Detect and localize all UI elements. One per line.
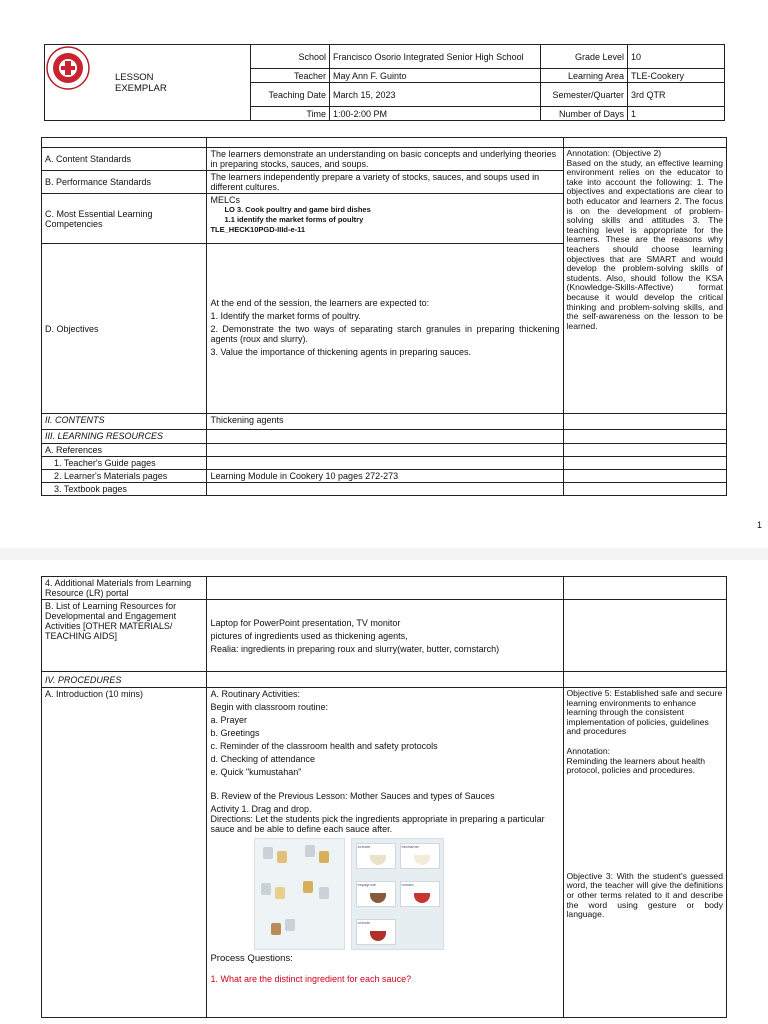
annotation-objective-2 <box>563 148 727 414</box>
content-standards-value: The learners demonstrate an understanding on basic concepts and underlying theories in preparing stocks, sauces, and soups. <box>207 148 563 171</box>
objective-3: 3. Value the importance of thickening agents in preparing sauces. <box>210 346 471 357</box>
introduction-content <box>207 688 563 1018</box>
annotation-text: Annotation: (Objective 2) Based on the study, an effective learning environment relies on the educator to take into account the following: 1. The objectives and expectations are clear to both educator and learners 2. The focus is on the development of problem-solving skills and attitudes 3. The teaching level is appropriate for the learners. These are the reasons why teachers should choose learning objectives that are SMART and would develop the problem-solving skills of students. Also, should follow the KSA (Knowledge-Skills-Affective) format because it would develop the critical thinking and problem-solving skills, and the self-awareness on the lesson to be learned. <box>566 148 723 331</box>
school-label: School <box>251 45 330 69</box>
objectives-intro: At the end of the session, the learners are expected to: <box>210 297 430 308</box>
drag-and-drop-image <box>254 838 444 950</box>
introduction-label: A. Introduction (10 mins) <box>42 688 207 1018</box>
procedures-table <box>41 576 727 1018</box>
melc-code: TLE_HECK10PGD-IIId-e-11 <box>210 225 306 234</box>
learning-resources-label: III. LEARNING RESOURCES <box>42 430 207 444</box>
melc-title: MELCs <box>210 195 240 205</box>
learning-area-value: TLE-Cookery <box>628 69 725 83</box>
resource-3: Realia: ingredients in preparing roux and slurry(water, butter, cornstarch) <box>210 643 500 654</box>
routine-e: e. Quick "kumustahan" <box>210 767 302 777</box>
routine-begin: Begin with classroom routine: <box>210 702 329 712</box>
objective-1: 1. Identify the market forms of poultry. <box>210 310 361 321</box>
textbook-pages-label: 3. Textbook pages <box>42 483 207 496</box>
grade-level-label: Grade Level <box>541 45 628 69</box>
objectives-label: D. Objectives <box>42 244 207 414</box>
objective-2: 2. Demonstrate the two ways of separating starch granules in preparing thickening agents (roux and slurry). <box>210 323 560 344</box>
semester-value: 3rd QTR <box>628 83 725 107</box>
resource-1: Laptop for PowerPoint presentation, TV monitor <box>210 617 401 628</box>
learning-area-label: Learning Area <box>541 69 628 83</box>
learners-materials-label: 2. Learner's Materials pages <box>42 470 207 483</box>
question-1: 1. What are the distinct ingredient for each sauce? <box>210 974 412 984</box>
introduction-annotations <box>563 688 727 1018</box>
content-standards-label: A. Content Standards <box>42 148 207 171</box>
routine-d: d. Checking of attendance <box>210 754 316 764</box>
teaching-date-label: Teaching Date <box>251 83 330 107</box>
performance-standards-label: B. Performance Standards <box>42 171 207 194</box>
routine-a: a. Prayer <box>210 715 247 725</box>
page-number: 1 <box>756 520 762 530</box>
school-value: Francisco Osorio Integrated Senior High School <box>330 45 541 69</box>
annotation-2-title: Annotation: <box>566 745 610 756</box>
additional-materials-label: 4. Additional Materials from Learning Resource (LR) portal <box>42 577 207 600</box>
header-table <box>44 44 725 121</box>
routine-title: A. Routinary Activities: <box>210 689 301 699</box>
objective-3-note: Objective 3: With the student's guessed word, the teacher will give the definitions or other terms related to it and describe the word using gesture or body language. <box>566 870 723 920</box>
activity-title: Activity 1. Drag and drop. <box>210 804 312 814</box>
references-label: A. References <box>42 444 207 457</box>
review-title: B. Review of the Previous Lesson: Mother Sauces and types of Sauces <box>210 791 495 801</box>
learners-materials-value: Learning Module in Cookery 10 pages 272-273 <box>207 470 563 483</box>
process-questions-label: Process Questions: <box>210 953 293 964</box>
teacher-label: Teacher <box>251 69 330 83</box>
learning-resources-list-label: B. List of Learning Resources for Developmental and Engagement Activities [OTHER MATERIALS/ TEACHING AIDS] <box>42 600 207 672</box>
contents-label: II. CONTENTS <box>42 414 207 430</box>
grade-level-value: 10 <box>628 45 725 69</box>
contents-value: Thickening agents <box>207 414 563 430</box>
teacher-value: May Ann F. Guinto <box>330 69 541 83</box>
number-of-days-value: 1 <box>628 107 725 121</box>
number-of-days-label: Number of Days <box>541 107 628 121</box>
melc-sub: 1.1 identify the market forms of poultry <box>224 215 364 224</box>
melc-lo: LO 3. Cook poultry and game bird dishes <box>224 205 371 214</box>
page-2 <box>0 560 768 1024</box>
resource-2: pictures of ingredients used as thickening agents, <box>210 630 408 641</box>
lesson-exemplar-title: LESSON EXEMPLAR <box>45 45 251 121</box>
routine-b: b. Greetings <box>210 728 260 738</box>
teaching-date-value: March 15, 2023 <box>330 83 541 107</box>
sauces-picture: velouté béchamel espagnole tomato veloute <box>351 838 444 950</box>
ingredients-picture <box>254 838 345 950</box>
objective-5-note: Objective 5: Established safe and secure learning environments to enhance learning through the consistent implementation of policies, guidelines and procedures <box>566 688 723 737</box>
semester-label: Semester/Quarter <box>541 83 628 107</box>
melc-label: C. Most Essential Learning Competencies <box>42 194 207 244</box>
time-label: Time <box>251 107 330 121</box>
melc-value <box>207 194 563 244</box>
activity-directions: Directions: Let the students pick the ingredients appropriate in preparing a particular sauce and be able to define each sauce after. <box>210 814 545 834</box>
teachers-guide-label: 1. Teacher's Guide pages <box>42 457 207 470</box>
time-value: 1:00-2:00 PM <box>330 107 541 121</box>
learning-resources-list <box>207 600 563 672</box>
routine-c: c. Reminder of the classroom health and safety protocols <box>210 741 438 751</box>
objectives-value <box>207 244 563 414</box>
annotation-2-text: Reminding the learners about health protocol, policies and procedures. <box>566 755 706 776</box>
procedures-label: IV. PROCEDURES <box>42 672 207 688</box>
lesson-body-table <box>41 137 727 496</box>
performance-standards-value: The learners independently prepare a variety of stocks, sauces, and soups used in different cultures. <box>207 171 563 194</box>
